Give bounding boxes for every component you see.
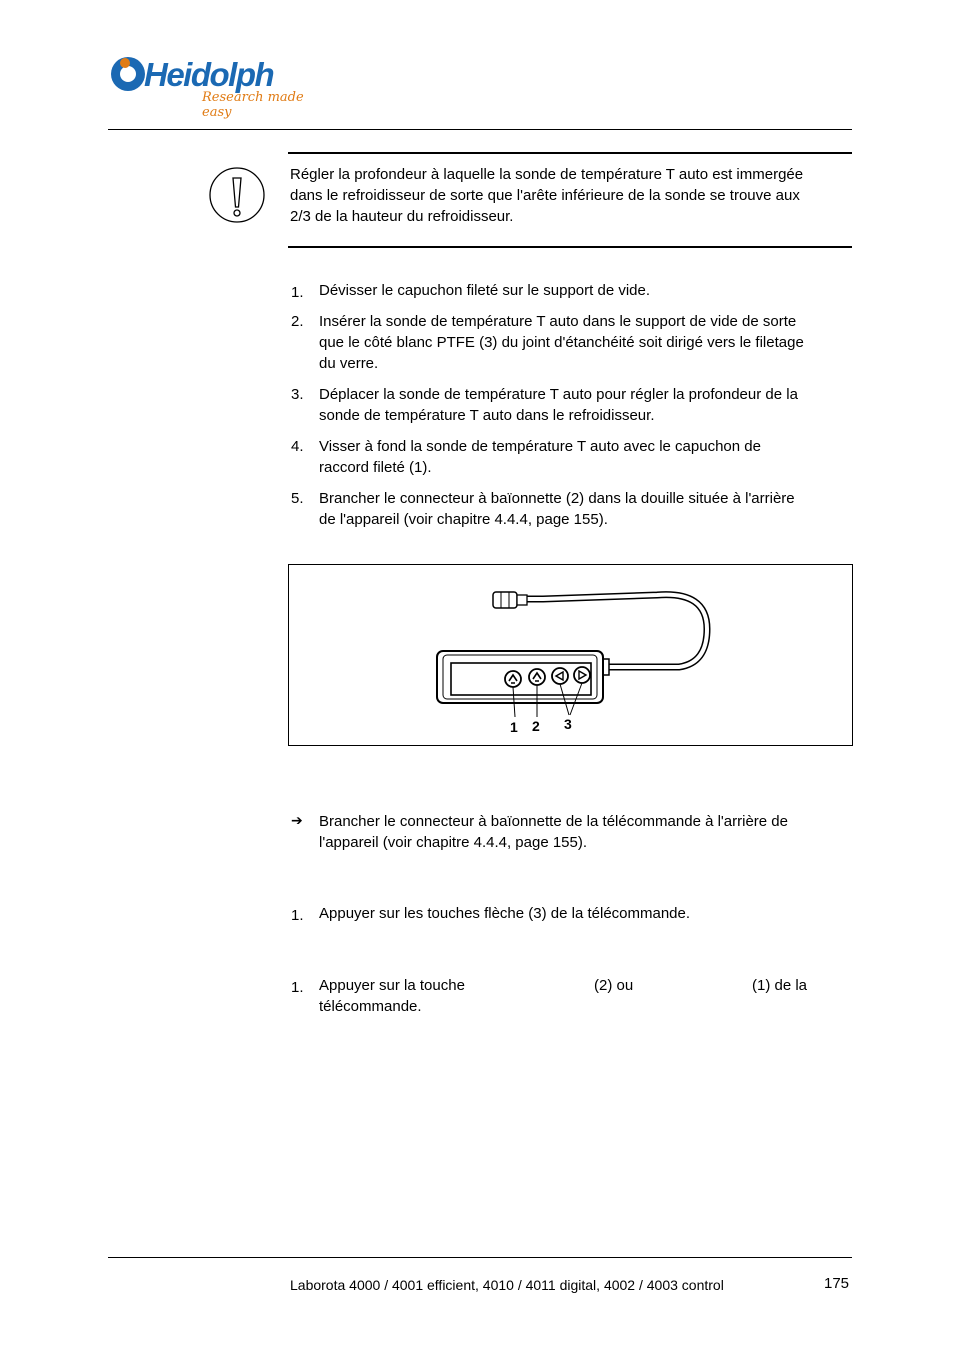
logo-wordmark: Heidolph [144, 56, 274, 93]
note-line: 2/3 de la hauteur du refroidisseur. [290, 208, 514, 225]
step-number: 1. [291, 907, 304, 924]
footer-rule [108, 1257, 852, 1258]
arrow-step-text: Brancher le connecteur à baïonnette de la télécommande à l'arrière de [319, 813, 788, 830]
arrow-bullet-icon: ➔ [291, 813, 303, 829]
step-number: 1. [291, 979, 304, 996]
company-logo [108, 52, 328, 120]
step-number: 2. [291, 313, 304, 330]
step-text: Appuyer sur les touches flèche (3) de la télécommande. [319, 905, 691, 922]
note-top-rule [288, 152, 852, 154]
remote-control-figure [288, 564, 853, 746]
step-text: Visser à fond la sonde de température T auto avec le capuchon de [319, 438, 761, 455]
step-number: 5. [291, 490, 304, 507]
step-text: de l'appareil (voir chapitre 4.4.4, page 155). [319, 511, 608, 528]
logo-tagline: Research made easy [202, 90, 304, 120]
step-text: que le côté blanc PTFE (3) du joint d'étanchéité soit dirigé vers le filetage [319, 334, 804, 351]
step-text: Brancher le connecteur à baïonnette (2) dans la douille située à l'arrière [319, 490, 795, 507]
step-text: Insérer la sonde de température T auto dans le support de vide de sorte [319, 313, 797, 330]
note-bottom-rule [288, 246, 852, 248]
step-text: télécommande. [319, 998, 422, 1015]
step-text: (1) de la [752, 977, 808, 994]
figure-label-2: 2 [532, 718, 540, 734]
step-text: Déplacer la sonde de température T auto pour régler la profondeur de la [319, 386, 798, 403]
step-text: sonde de température T auto dans le refroidisseur. [319, 407, 655, 424]
figure-label-3: 3 [564, 716, 572, 732]
step-text: (2) ou [594, 977, 634, 994]
note-line: dans le refroidisseur de sorte que l'arête inférieure de la sonde se trouve aux [290, 187, 800, 204]
caution-icon [208, 166, 266, 224]
step-number: 1. [291, 284, 304, 301]
step-text: Appuyer sur la touche [319, 977, 465, 994]
page-number: 175 [824, 1275, 850, 1292]
step-text: raccord fileté (1). [319, 459, 432, 476]
step-text: du verre. [319, 355, 379, 372]
figure-label-1: 1 [510, 719, 518, 735]
footer-product: Laborota 4000 / 4001 efficient, 4010 / 4011 digital, 4002 / 4003 control [290, 1277, 724, 1293]
logo-mark-icon [108, 54, 148, 94]
step-number: 4. [291, 438, 304, 455]
step-text: Dévisser le capuchon fileté sur le support de vide. [319, 282, 651, 299]
header-rule [108, 129, 852, 130]
arrow-step-text: l'appareil (voir chapitre 4.4.4, page 155). [319, 834, 588, 851]
note-line: Régler la profondeur à laquelle la sonde de température T auto est immergée [290, 166, 804, 183]
step-number: 3. [291, 386, 304, 403]
